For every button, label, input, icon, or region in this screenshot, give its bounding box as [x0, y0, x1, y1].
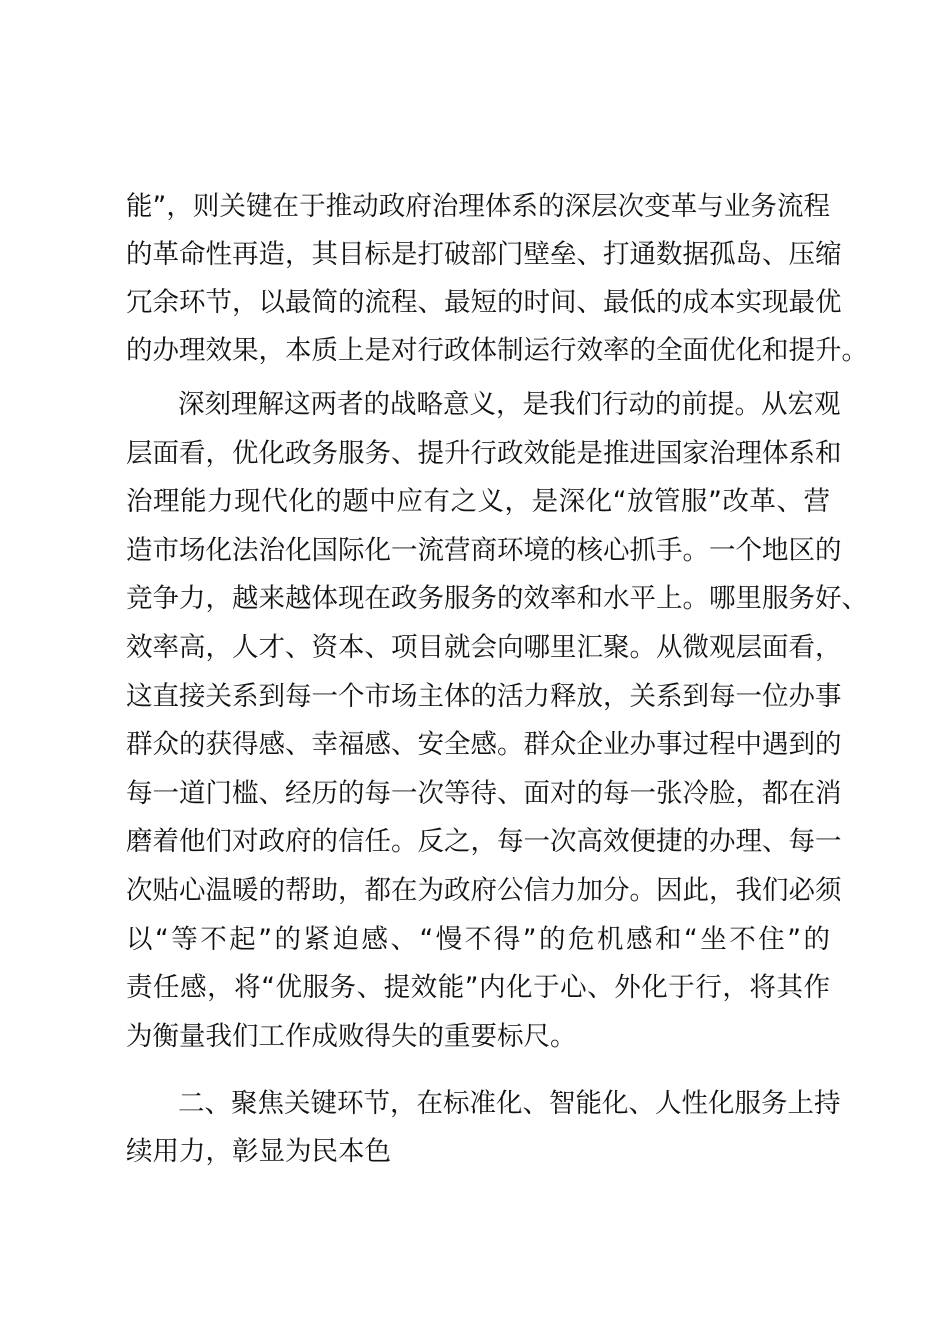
- text-line: 治理能力现代化的题中应有之义，是深化“放管服”改革、营: [126, 486, 830, 517]
- text-line: 竞争力，越来越体现在政务服务的效率和水平上。哪里服务好、: [126, 583, 868, 614]
- text-line: 造市场化法治化国际化一流营商环境的核心抓手。一个地区的: [126, 535, 842, 566]
- heading-line: 二、聚焦关键环节，在标准化、智能化、人性化服务上持: [178, 1088, 841, 1119]
- text-line: 层面看，优化政务服务、提升行政效能是推进国家治理体系和: [126, 438, 842, 469]
- text-line: 效率高，人才、资本、项目就会向哪里汇聚。从微观层面看，: [126, 632, 842, 663]
- text-line: 深刻理解这两者的战略意义，是我们行动的前提。从宏观: [178, 389, 841, 420]
- text-line: 为衡量我们工作成败得失的重要标尺。: [126, 1021, 577, 1052]
- text-line: 磨着他们对政府的信任。反之，每一次高效便捷的办理、每一: [126, 826, 842, 857]
- text-line: 每一道门槛、经历的每一次等待、面对的每一张冷脸，都在消: [126, 778, 842, 809]
- text-line: 能”，则关键在于推动政府治理体系的深层次变革与业务流程: [126, 191, 830, 222]
- heading-line: 续用力，彰显为民本色: [126, 1136, 391, 1167]
- text-line: 的办理效果，本质上是对行政体制运行效率的全面优化和提升。: [126, 335, 868, 366]
- text-line: 这直接关系到每一个市场主体的活力释放，关系到每一位办事: [126, 681, 842, 712]
- text-line: 冗余环节，以最简的流程、最短的时间、最低的成本实现最优: [126, 287, 842, 318]
- text-line: 的革命性再造，其目标是打破部门壁垒、打通数据孤岛、压缩: [126, 239, 842, 270]
- text-line: 群众的获得感、幸福感、安全感。群众企业办事过程中遇到的: [126, 729, 842, 760]
- text-line: 责任感，将“优服务、提效能”内化于心、外化于行，将其作: [126, 972, 830, 1003]
- text-line: 以“等不起”的紧迫感、“慢不得”的危机感和“坐不住”的: [126, 924, 830, 955]
- text-line: 次贴心温暖的帮助，都在为政府公信力加分。因此，我们必须: [126, 875, 842, 906]
